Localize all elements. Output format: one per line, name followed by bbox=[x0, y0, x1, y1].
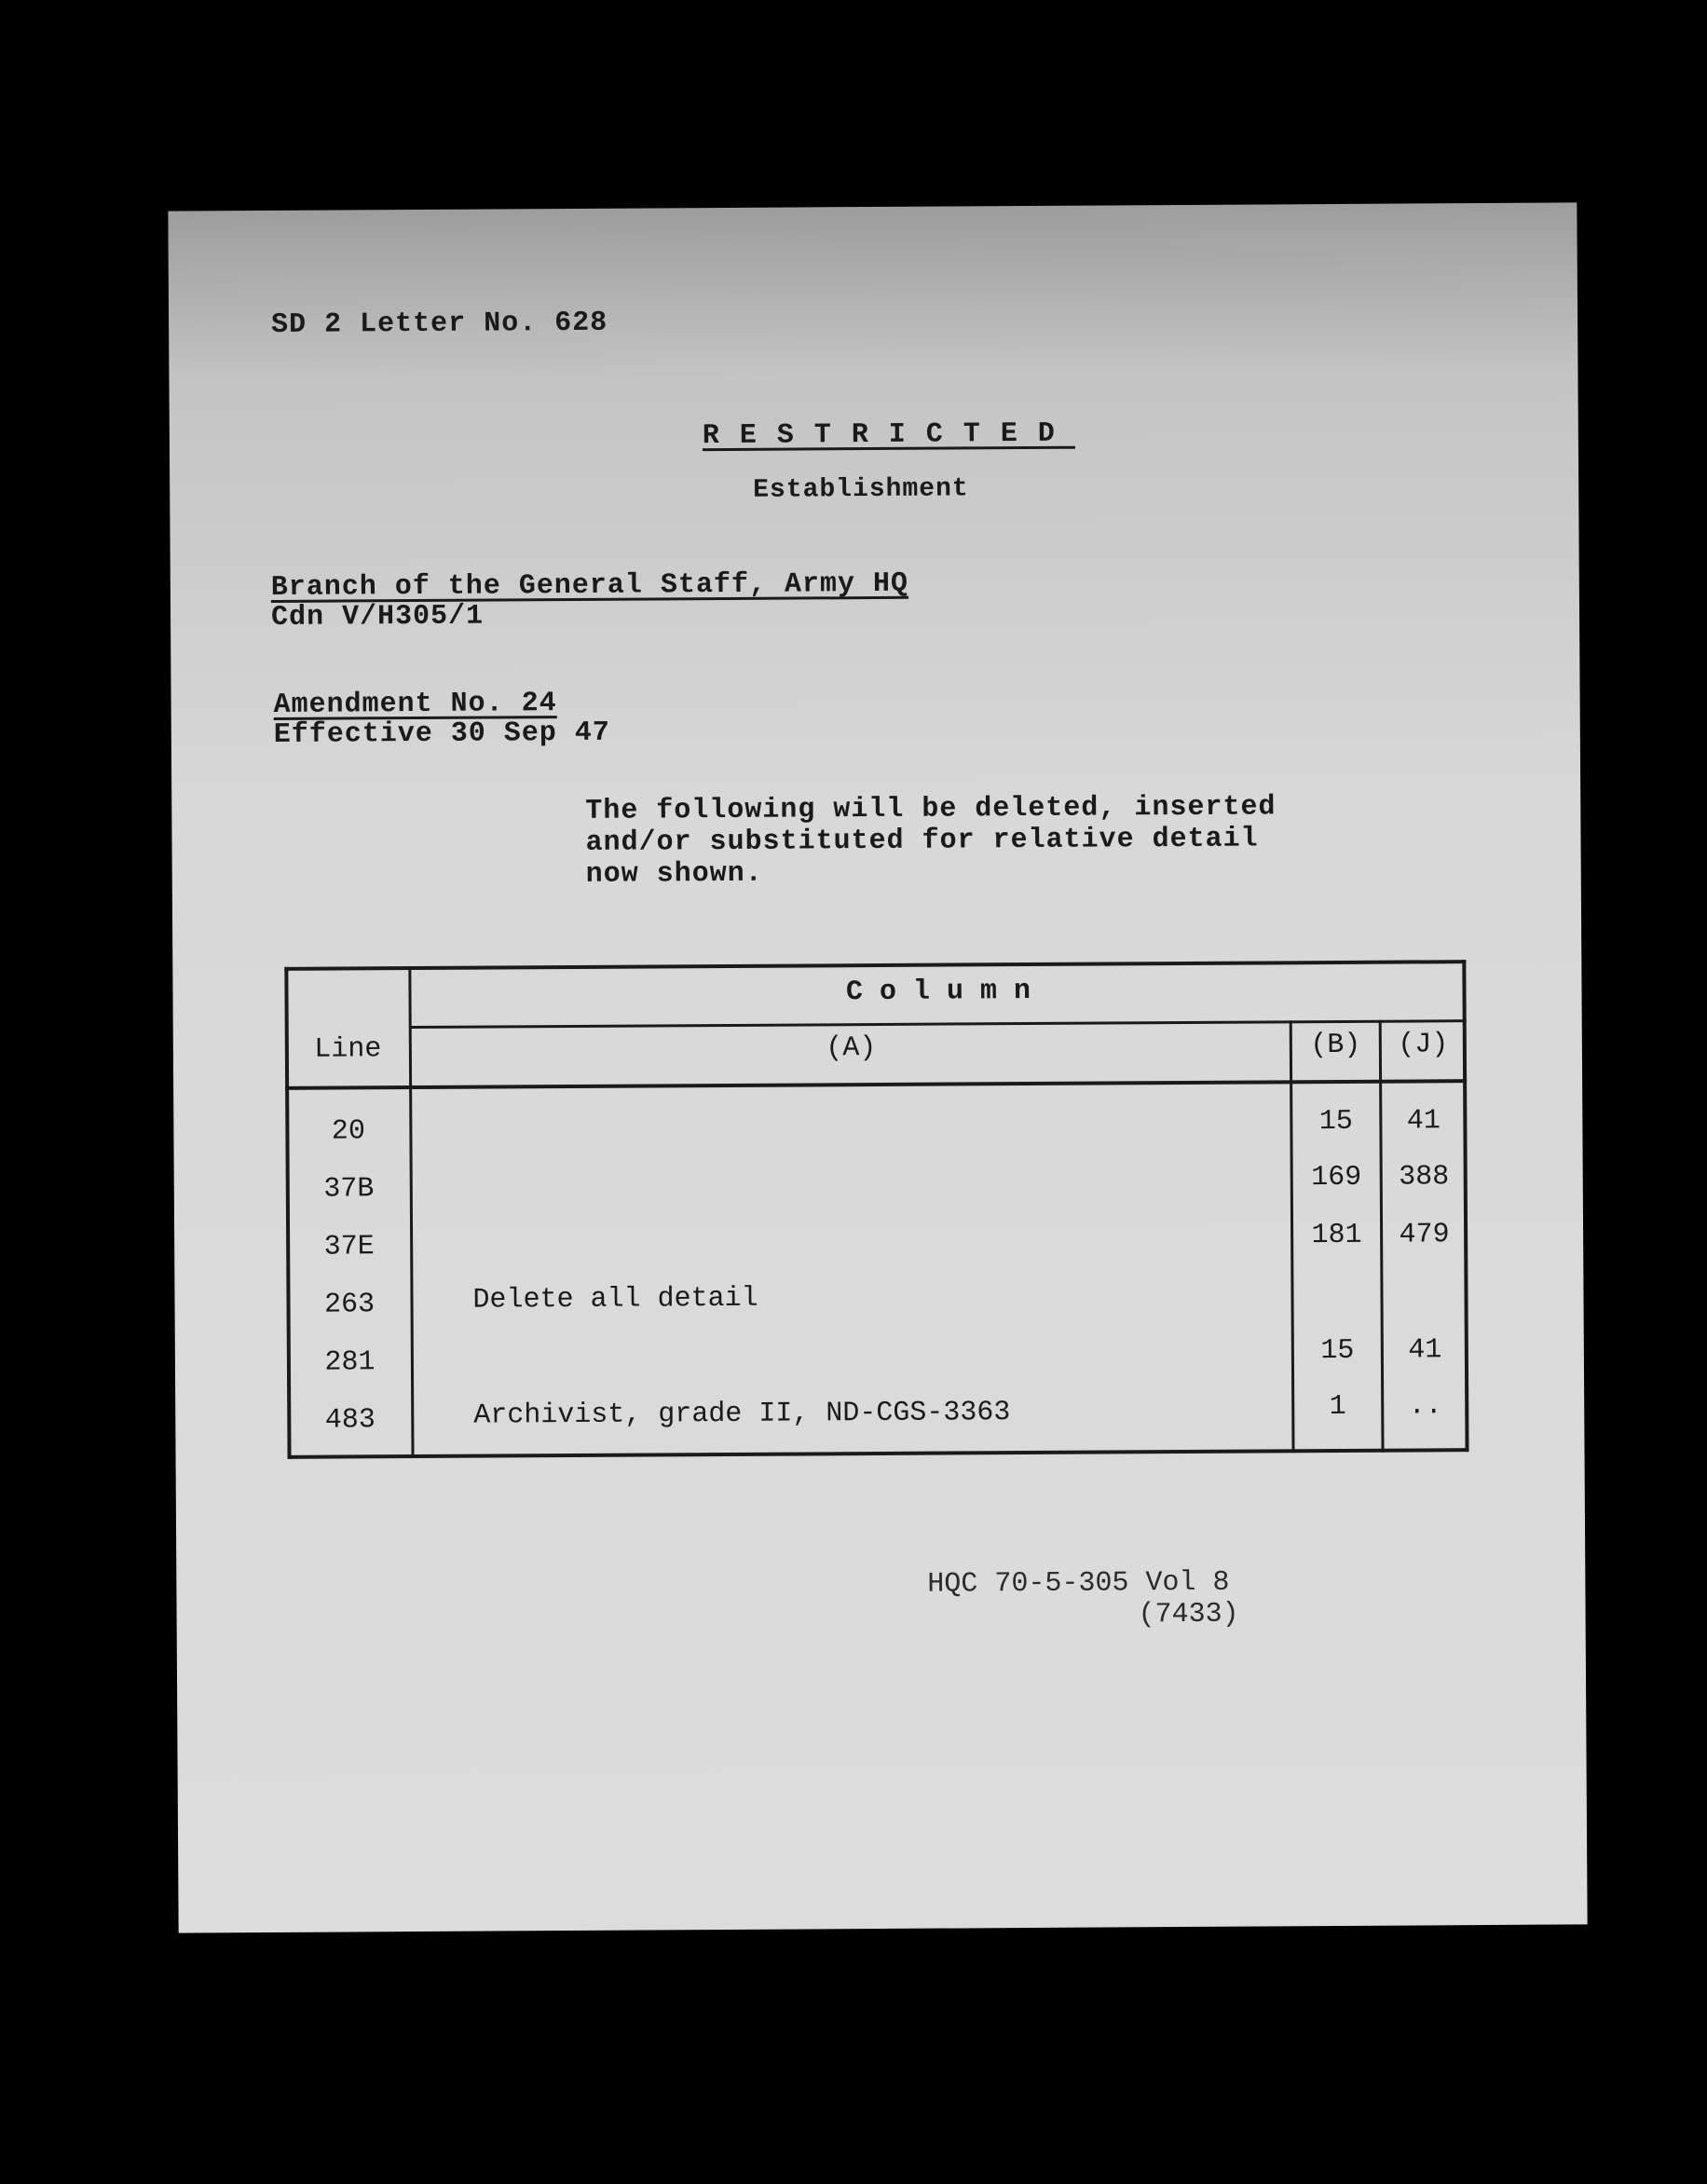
row-a-cell: Archivist, grade II, ND-CGS-3363 bbox=[473, 1397, 1011, 1432]
row-line-cell: 263 bbox=[323, 1289, 376, 1321]
column-j-header: (J) bbox=[1398, 1029, 1449, 1061]
row-b-cell: 15 bbox=[1318, 1105, 1353, 1139]
line-column-header: Line bbox=[314, 1033, 382, 1066]
row-line-cell: 37E bbox=[323, 1231, 375, 1263]
row-b-cell: 1 bbox=[1329, 1390, 1346, 1424]
row-b-cell: 169 bbox=[1311, 1161, 1362, 1194]
file-reference: HQC 70-5-305 Vol 8 bbox=[927, 1566, 1230, 1601]
row-j-cell: 388 bbox=[1399, 1161, 1450, 1194]
instruction-line-1: The following will be deleted, inserted bbox=[585, 791, 1277, 827]
effective-date: Effective 30 Sep 47 bbox=[273, 717, 610, 751]
row-j-cell: .. bbox=[1408, 1390, 1442, 1423]
row-j-cell: 41 bbox=[1408, 1334, 1442, 1367]
column-b-header: (B) bbox=[1310, 1029, 1361, 1062]
document-page bbox=[168, 202, 1587, 1932]
document-subtitle: Establishment bbox=[753, 474, 969, 505]
row-b-cell: 181 bbox=[1311, 1219, 1362, 1252]
classification-heading: RESTRICTED bbox=[702, 417, 1075, 453]
row-a-cell: Delete all detail bbox=[472, 1282, 758, 1317]
column-group-header: C o l u m n bbox=[845, 975, 1031, 1009]
row-b-cell: 15 bbox=[1320, 1334, 1355, 1368]
amendment-number: Amendment No. 24 bbox=[273, 688, 557, 721]
unit-code: Cdn V/H305/1 bbox=[270, 600, 485, 634]
row-line-cell: 483 bbox=[324, 1404, 376, 1437]
column-a-header: (A) bbox=[826, 1032, 877, 1065]
unit-name: Branch of the General Staff, Army HQ bbox=[270, 567, 909, 604]
column-group-divider bbox=[411, 1019, 1467, 1029]
instruction-line-3: now shown. bbox=[585, 857, 763, 891]
file-number: (7433) bbox=[1138, 1598, 1239, 1631]
row-line-cell: 20 bbox=[331, 1115, 366, 1148]
amendment-table bbox=[284, 960, 1468, 1459]
row-line-cell: 281 bbox=[324, 1346, 376, 1379]
letter-reference: SD 2 Letter No. 628 bbox=[271, 307, 608, 341]
table-border-top bbox=[284, 960, 1466, 971]
row-j-cell: 479 bbox=[1399, 1219, 1450, 1251]
row-j-cell: 41 bbox=[1406, 1105, 1441, 1138]
row-line-cell: 37B bbox=[323, 1173, 375, 1206]
instruction-line-2: and/or substituted for relative detail bbox=[585, 823, 1259, 859]
